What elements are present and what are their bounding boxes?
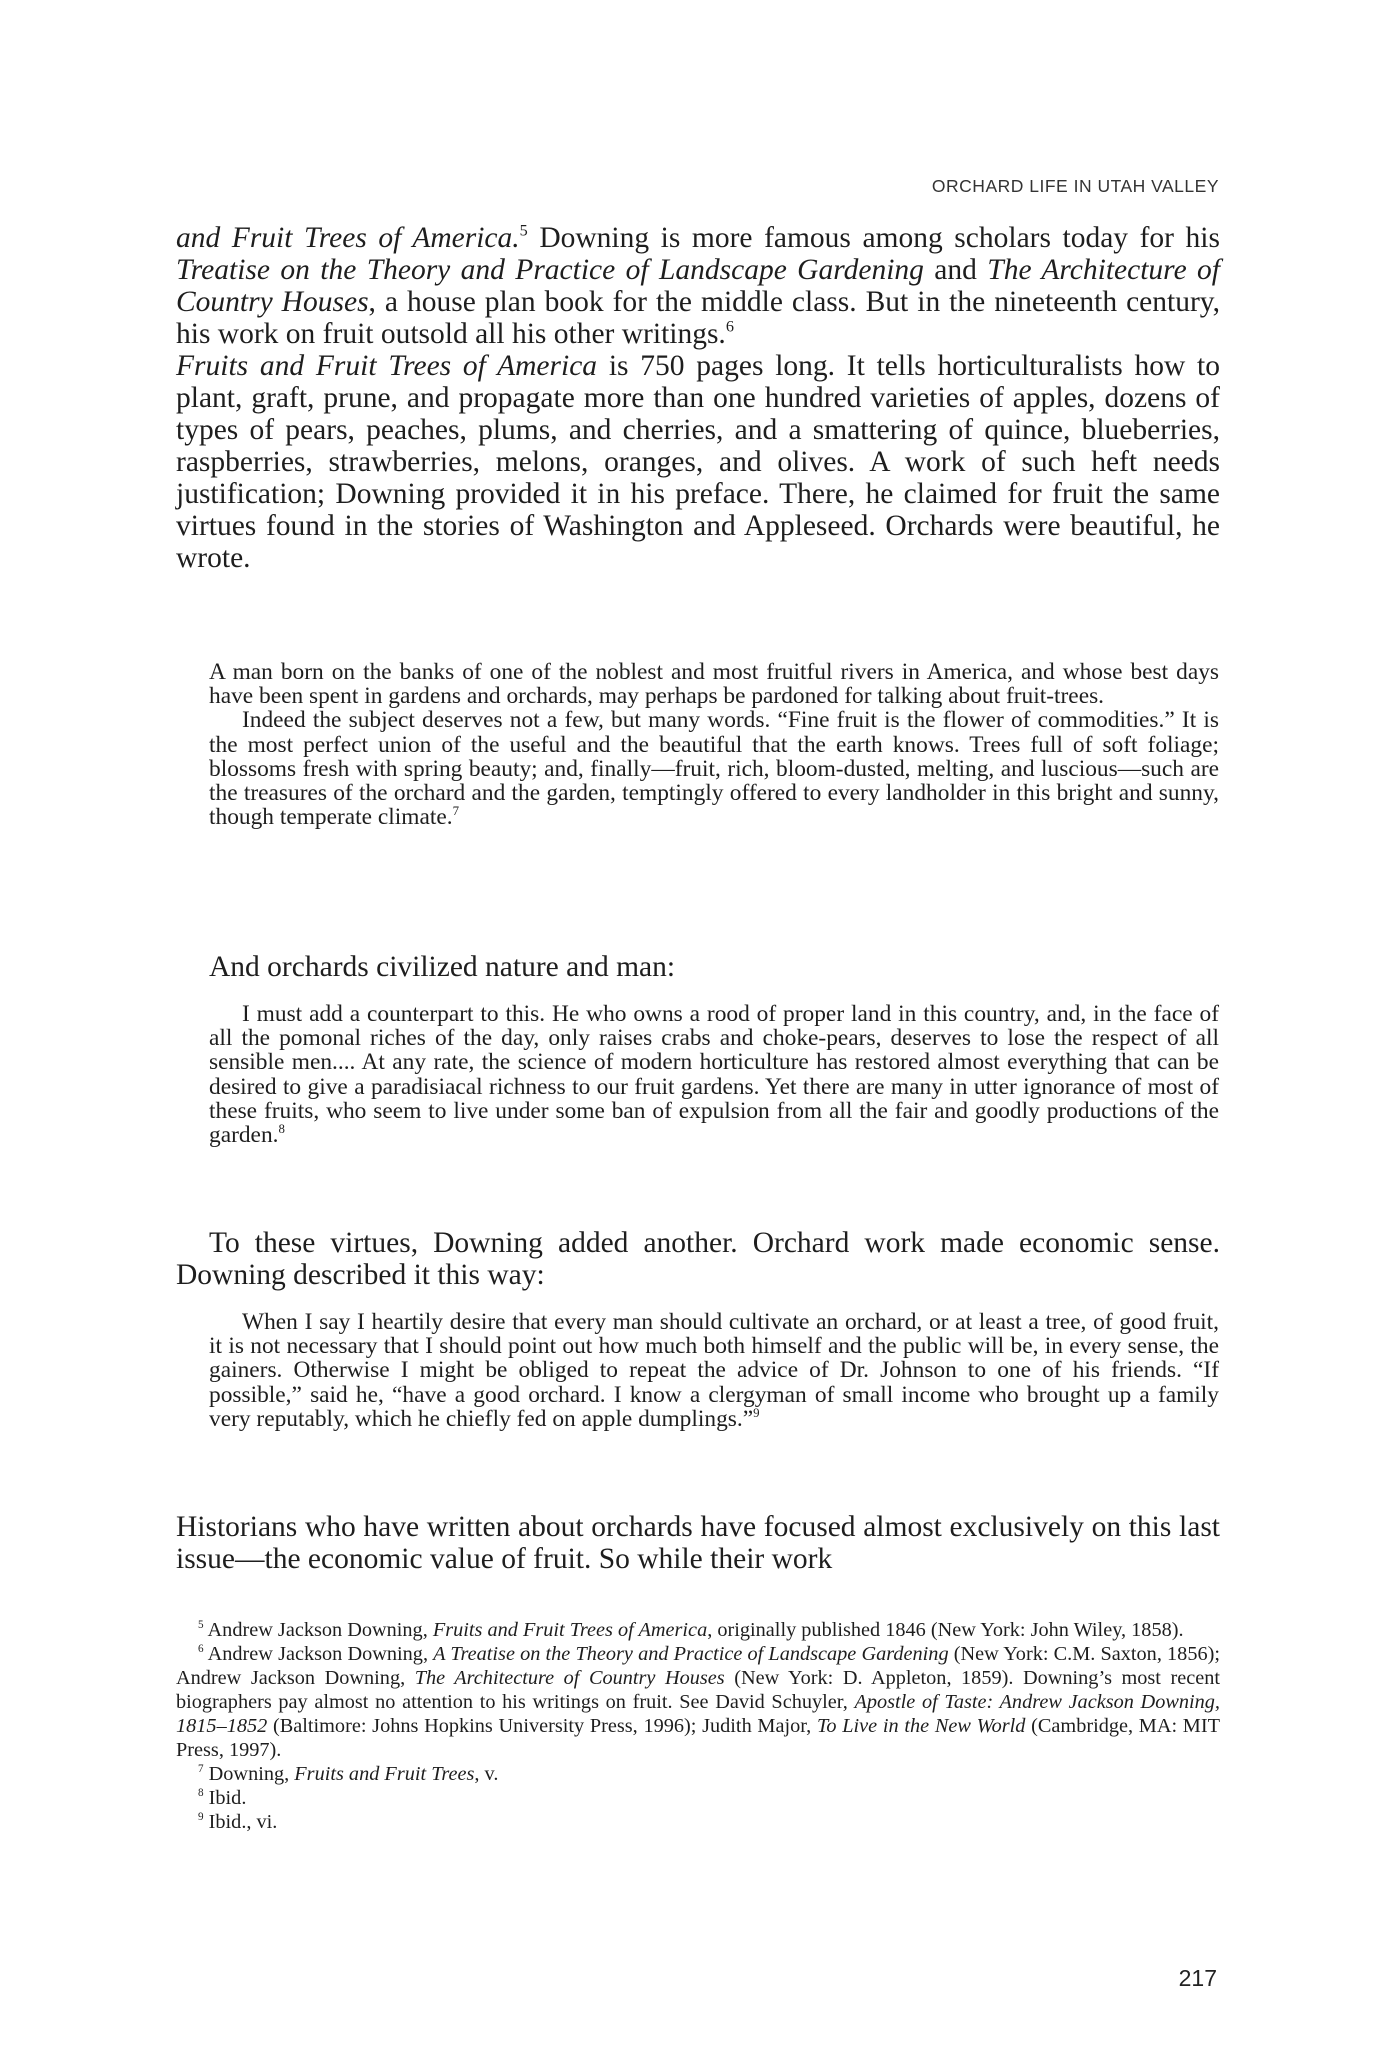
footnote-ref-7[interactable]: 7 (452, 804, 459, 819)
body-paragraph-4: To these virtues, Downing added another. Orchard work made economic sense. Downing described it this way: (176, 1227, 1220, 1291)
book-title-italic: Fruits and Fruit Trees of America (176, 350, 598, 382)
footnotes (176, 1618, 1220, 1834)
footnote-ref-8[interactable]: 8 (278, 1122, 285, 1137)
footnote-ref-5[interactable]: 5 (519, 221, 528, 240)
body-paragraph-5: Historians who have written about orchards have focused almost exclusively on this last issue—the economic value of fruit. So while their work (176, 1511, 1220, 1575)
footnote-9: $^9$ Ibid., vi. (198, 1811, 278, 1833)
page-number: 217 (1178, 1965, 1217, 1991)
footnote-7: $^7$ Downing, Fruits and Fruit Trees, v. (198, 1763, 499, 1785)
book-title-italic: Treatise on the Theory and Practice of Landscape Gardening (176, 254, 924, 286)
footnote-6: $^6$ Andrew Jackson Downing, A Treatise on the Theory and Practice of Landscape Gardening (New York: C.M. Saxton, 1856); Andrew Jackson Downing, The Architecture of Country Houses (New York: D. Appleton, 1859). Downing’s most recent biographers pay almost no attention to his writings on fruit. See David Schuyler, Apostle of Taste: Andrew Jackson Downing, 1815–1852 (Baltimore: Johns Hopkins University Press, 1996); Judith Major, To Live in the New World (Cambridge, MA: MIT Press, 1997). (176, 1643, 1221, 1761)
footnote-ref-6[interactable]: 6 (725, 317, 734, 336)
footnote-5: $^5$ Andrew Jackson Downing, Fruits and Fruit Trees of America, originally published 1846 (New York: John Wiley, 1858). (198, 1619, 1184, 1641)
block-quote-1 (209, 660, 1219, 829)
body-paragraph-2: Fruits and Fruit Trees of America is 750 pages long. It tells horticulturalists how to plant, graft, prune, and propagate more than one hundred varieties of apples, dozens of types of pears, peaches, plums, and cherries, and a smattering of quince, blueberries, raspberries, strawberries, melons, oranges, and olives. A work of such heft needs justification; Downing provided it in his preface. There, he claimed for fruit the same virtues found in the stories of Washington and Appleseed. Orchards were beautiful, he wrote. (176, 350, 1220, 574)
running-head: ORCHARD LIFE IN UTAH VALLEY (931, 176, 1219, 196)
quote-paragraph: A man born on the banks of one of the noblest and most fruitful rivers in America, and whose best days have been spent in gardens and orchards, may perhaps be pardoned for talking about fruit-trees. (209, 659, 1219, 710)
book-title-italic: and Fruit Trees of America. (176, 222, 520, 254)
body-paragraph-3: And orchards civilized nature and man: (209, 951, 676, 983)
book-title-italic: The Architecture of Country Houses (176, 254, 1220, 318)
block-quote-2 (209, 1002, 1219, 1147)
quote-paragraph: I must add a counterpart to this. He who owns a rood of proper land in this country, and, in the face of all the pomonal riches of the day, only raises crabs and choke-pears, deserves to lose the respect of all sensible men.... At any rate, the science of modern horticulture has restored almost everything that can be desired to give a paradisiacal richness to our fruit gardens. Yet there are many in utter ignorance of most of these fruits, who seem to live under some ban of expulsion from all the fair and goodly productions of the garden.$^8$ (209, 1001, 1219, 1149)
footnote-ref-9[interactable]: 9 (753, 1405, 760, 1420)
quote-paragraph: Indeed the subject deserves not a few, but many words. “Fine fruit is the flower of commodities.” It is the most perfect union of the useful and the beautiful that the earth knows. Trees full of soft foliage; blossoms fresh with spring beauty; and, finally—fruit, rich, bloom-dusted, melting, and luscious—such are the treasures of the orchard and the garden, temptingly offered to every landholder in this bright and sunny, though temperate climate.$^7$ (209, 707, 1219, 831)
block-quote-3 (209, 1310, 1219, 1431)
body-paragraph-1: and Fruit Trees of America.$^5$ Downing is more famous among scholars today for his Treatise on the Theory and Practice of Landscape Gardening and The Architecture of Country Houses, a house plan book for the middle class. But in the nineteenth century, his work on fruit outsold all his other writings.$^6$ (176, 221, 1220, 350)
quote-paragraph: When I say I heartily desire that every man should cultivate an orchard, or at least a tree, of good fruit, it is not necessary that I should point out how much both himself and the public will be, in every sense, the gainers. Otherwise I might be obliged to repeat the advice of Dr. Johnson to one of his friends. “If possible,” said he, “have a good orchard. I know a clergyman of small income who brought up a family very reputably, which he chiefly fed on apple dumplings.”$^9$ (209, 1309, 1219, 1432)
footnote-8: $^8$ Ibid. (198, 1787, 247, 1809)
